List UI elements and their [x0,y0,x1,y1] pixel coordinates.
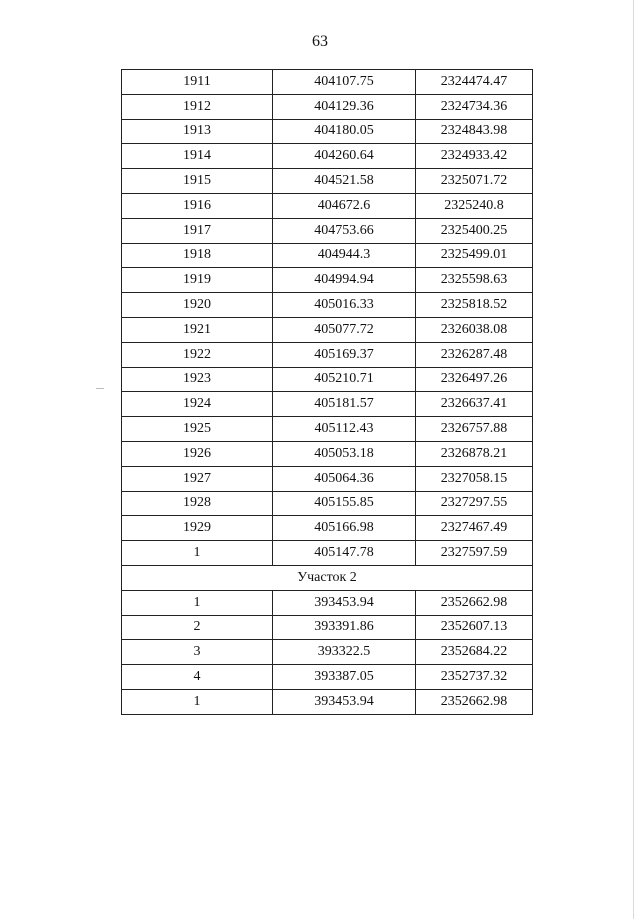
y-coordinate-cell: 2327467.49 [416,516,533,541]
y-coordinate-cell: 2327297.55 [416,491,533,516]
table-row [122,590,533,615]
y-coordinate-cell: 2324474.47 [416,70,533,95]
x-coordinate-cell: 404753.66 [273,218,416,243]
x-coordinate-cell: 404994.94 [273,268,416,293]
x-coordinate-cell: 404180.05 [273,119,416,144]
x-coordinate-cell: 393322.5 [273,640,416,665]
point-number-cell: 1 [122,590,273,615]
x-coordinate-cell: 405210.71 [273,367,416,392]
y-coordinate-cell: 2352662.98 [416,590,533,615]
y-coordinate-cell: 2352662.98 [416,689,533,714]
table-row [122,317,533,342]
point-number-cell: 1921 [122,317,273,342]
table-row [122,367,533,392]
table-row [122,144,533,169]
scan-speck [96,388,104,389]
y-coordinate-cell: 2326637.41 [416,392,533,417]
x-coordinate-cell: 405112.43 [273,417,416,442]
y-coordinate-cell: 2325818.52 [416,293,533,318]
x-coordinate-cell: 404260.64 [273,144,416,169]
coordinates-table-body [122,70,533,715]
point-number-cell: 1918 [122,243,273,268]
point-number-cell: 1911 [122,70,273,95]
table-row [122,516,533,541]
point-number-cell: 1925 [122,417,273,442]
x-coordinate-cell: 405016.33 [273,293,416,318]
point-number-cell: 1915 [122,169,273,194]
point-number-cell: 3 [122,640,273,665]
x-coordinate-cell: 393453.94 [273,590,416,615]
table-row [122,615,533,640]
table-row [122,268,533,293]
y-coordinate-cell: 2324843.98 [416,119,533,144]
table-row [122,441,533,466]
table-row [122,169,533,194]
point-number-cell: 1914 [122,144,273,169]
x-coordinate-cell: 404107.75 [273,70,416,95]
x-coordinate-cell: 405169.37 [273,342,416,367]
table-row [122,392,533,417]
x-coordinate-cell: 393453.94 [273,689,416,714]
point-number-cell: 1 [122,689,273,714]
x-coordinate-cell: 405181.57 [273,392,416,417]
y-coordinate-cell: 2327597.59 [416,541,533,566]
table-row [122,293,533,318]
point-number-cell: 4 [122,665,273,690]
point-number-cell: 1916 [122,193,273,218]
table-row [122,640,533,665]
section-row [122,565,533,590]
y-coordinate-cell: 2325240.8 [416,193,533,218]
x-coordinate-cell: 405155.85 [273,491,416,516]
x-coordinate-cell: 405077.72 [273,317,416,342]
y-coordinate-cell: 2325598.63 [416,268,533,293]
table-row [122,342,533,367]
table-row [122,243,533,268]
x-coordinate-cell: 405064.36 [273,466,416,491]
table-row [122,466,533,491]
point-number-cell: 1924 [122,392,273,417]
x-coordinate-cell: 404944.3 [273,243,416,268]
y-coordinate-cell: 2326497.26 [416,367,533,392]
point-number-cell: 1920 [122,293,273,318]
table-row [122,417,533,442]
point-number-cell: 1926 [122,441,273,466]
y-coordinate-cell: 2324933.42 [416,144,533,169]
y-coordinate-cell: 2326287.48 [416,342,533,367]
table-row [122,94,533,119]
y-coordinate-cell: 2325071.72 [416,169,533,194]
table-row [122,541,533,566]
x-coordinate-cell: 404521.58 [273,169,416,194]
table-row [122,689,533,714]
y-coordinate-cell: 2325400.25 [416,218,533,243]
table-row [122,119,533,144]
y-coordinate-cell: 2324734.36 [416,94,533,119]
y-coordinate-cell: 2326038.08 [416,317,533,342]
point-number-cell: 1928 [122,491,273,516]
x-coordinate-cell: 404672.6 [273,193,416,218]
x-coordinate-cell: 405166.98 [273,516,416,541]
y-coordinate-cell: 2352737.32 [416,665,533,690]
point-number-cell: 1927 [122,466,273,491]
y-coordinate-cell: 2326757.88 [416,417,533,442]
y-coordinate-cell: 2327058.15 [416,466,533,491]
point-number-cell: 1917 [122,218,273,243]
coordinates-table [121,69,533,715]
table-row [122,218,533,243]
x-coordinate-cell: 393391.86 [273,615,416,640]
table-row [122,491,533,516]
point-number-cell: 1923 [122,367,273,392]
y-coordinate-cell: 2352607.13 [416,615,533,640]
point-number-cell: 1912 [122,94,273,119]
x-coordinate-cell: 405147.78 [273,541,416,566]
point-number-cell: 1 [122,541,273,566]
x-coordinate-cell: 404129.36 [273,94,416,119]
y-coordinate-cell: 2352684.22 [416,640,533,665]
point-number-cell: 1913 [122,119,273,144]
x-coordinate-cell: 405053.18 [273,441,416,466]
point-number-cell: 1929 [122,516,273,541]
table-row [122,70,533,95]
y-coordinate-cell: 2326878.21 [416,441,533,466]
scan-edge-line [633,0,634,919]
table-row [122,665,533,690]
table-row [122,193,533,218]
y-coordinate-cell: 2325499.01 [416,243,533,268]
point-number-cell: 1919 [122,268,273,293]
x-coordinate-cell: 393387.05 [273,665,416,690]
point-number-cell: 1922 [122,342,273,367]
section-title: Участок 2 [122,565,533,590]
page-number: 63 [312,33,328,50]
point-number-cell: 2 [122,615,273,640]
